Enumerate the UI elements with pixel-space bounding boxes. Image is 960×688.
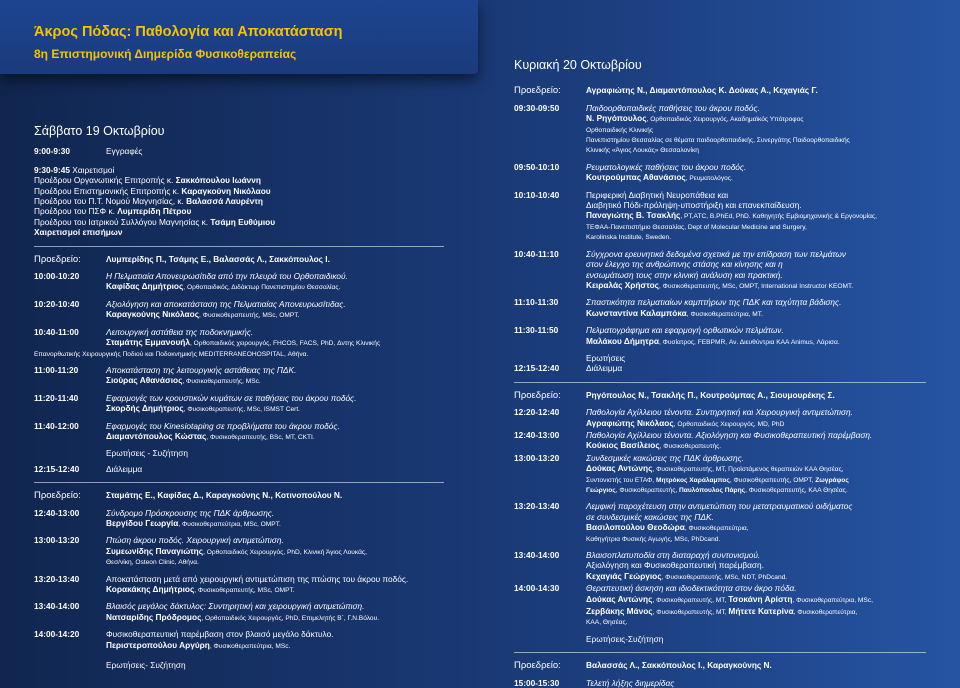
session-chairs: Προεδρείο: Ρηγόπουλος Ν., Τσακλής Π., Κουτρούμπας Α., Σιουμουρέκης Σ. (514, 389, 835, 401)
divider (514, 652, 926, 653)
program-row: 12:20-12:40 Παθολογία Αχίλλειου τένοντα. Συντηρητική και Χειρουργική αντιμετώπιση. Αγραφιώτης Νικόλαος, Ορθοπαιδικός Χειρουργός, MD, PhD (514, 407, 853, 428)
program-row: 9:00-9:30 Εγγραφές (34, 146, 143, 157)
program-row: 10:10-10:40 Περιφερική Διαβητική Νευροπάθεια και Διαβητικό Πόδι-πρόληψη-υποστήριξη και επανεκπαίδευση. Παναγιώτης Β. Τσακλής, PT,ATC, B.PhEd, PhD. Καθηγητής Εμβιομηχανικής & Εργονομίας, ΤΕΦΑΑ-Πανεπιστήμιο Θεσσαλίας, Dept of Molecular Medicine and Surgery, Karolinska Institute, Sweden. (514, 189, 877, 242)
program-row: 11:40-12:00 Εφαρμογές του Kinesiotaping σε προβλήματα του άκρου ποδός. Διαμαντόπουλος Κώστας, Φυσικοθεραπευτής, BSc, MT, CKTI. (34, 420, 340, 441)
program-row: 11:20-11:40 Εφαρμογές των κρουστικών κυμάτων σε παθήσεις του άκρου ποδός. Σκορδής Δημήτριος, Φυσικοθεραπευτής, MSc, ISMST Cert. (34, 392, 357, 414)
program-row: Ερωτήσεις (586, 352, 626, 363)
title-banner (0, 0, 478, 74)
program-row: 13:20-13:40 Λεμφική παροχέτευση στην αντιμετώπιση του μετατραυματικού οιδήματος σε συνδεσμικές κακώσεις της ΠΔΚ. Βασιλοπούλου Θεοδώρα, Φυσικοθεραπεύτρια, Καθηγήτρια Φυσικής Αγωγής, MSc, PhDcand. (514, 501, 853, 543)
program-row: 11:10-11:30 Σπαστικότητα πελματιαίων καμπτήρων της ΠΔΚ και ταχύτητα βάδισης. Κωνσταντίνα Καλαμπόκα, Φυσικοθεραπεύτρια, MT. (514, 297, 842, 318)
greeting-line: Προέδρου Οργανωτικής Επιτροπής κ. Σακκόπουλου Ιωάννη (34, 175, 261, 186)
session-chairs: Προεδρείο: Βαλασσάς Λ., Σακκόπουλος Ι., Καραγκούνης Ν. (514, 660, 772, 672)
greeting-line: Προέδρου του ΠΣΦ κ. Λυμπερίδη Πέτρου (34, 206, 192, 217)
session-chairs: Προεδρείο: Σταμάτης Ε., Καφίδας Δ., Καραγκούνης Ν., Κοτινοπούλου Ν. (34, 490, 343, 502)
welcome-row: 9:30-9:45 Χαιρετισμοί (34, 164, 115, 175)
event-subtitle: 8η Επιστημονική Διημερίδα Φυσικοθεραπείας (34, 47, 297, 61)
day-heading-saturday: Σάββατο 19 Οκτωβρίου (34, 124, 165, 138)
program-row: 13:40-14:00 Βλαισοπλατυποδία στη διαταραχή συντονισμού. Αξιολόγηση και Φυσικοθεραπευτική παρέμβαση. Κεχαγιάς Γεώργιος, Φυσικοθεραπευτής, MSc, NDT, PhDcand. (514, 550, 788, 581)
program-row: 11:00-11:20 Αποκατάσταση της λειτουργικής αστάθειας της ΠΔΚ. Σιούρας Αθανάσιος, Φυσικοθεραπευτής, MSc. (34, 364, 297, 386)
program-row: 10:00-10:20 Η Πελματιαία Απονευρωσίτιδα από την πλευρά του Ορθοπαιδικού. Καφίδας Δημήτριος, Ορθοπαιδικός, Διδάκτωρ Πανεπιστημίου Θεσσαλίας. (34, 271, 348, 292)
program-row: 14:00-14:30 Θεραπευτική άσκηση και ιδιοδεκτικότητα στον άκρο πόδα. Δούκας Αντώνης, Φυσικοθεραπευτής, MT, Τσοκάνη Αρίστη, Φυσικοθεραπεύτρια, MSc, Ζερβάκης Μάνος, Φυσικοθεραπευτής, MT, Μήτετε Κατερίνα, Φυσικοθεραπεύτρια, ΚΑΑ, Θησέας. (514, 583, 873, 627)
program-row: 13:00-13:20 Πτώση άκρου ποδός. Χειρουργική αντιμετώπιση. Συμεωνίδης Παναγιώτης, Ορθοπαιδικός Χειρουργός, PhD, Κλινική Άγιος Λουκάς, Θεσ/νίκη, Osteon Clinic, Αθήνα. (34, 535, 367, 567)
saturday-column: Σάββατο 19 Οκτωβρίου 9:00-9:30 Εγγραφές 9:30-9:45 Χαιρετισμοί Προέδρου Οργανωτικής Επιτροπής κ. Σακκόπουλου Ιωάννη Προέδρου Επιστημονικής Επιτροπής κ. Καραγκούνη Νικόλαου Προέδρου του Π.Τ. Νομού Μαγνησίας, κ. Βαλασσά Λαυρέντη Προέδρου του ΠΣΦ κ. Λυμπερίδη Πέτρου Προέδρου του Ιατρικού Συλλόγου Μαγνησίας κ. Τσάμη Ευθύμιου Χαιρετισμοί επισήμων Προεδρείο: Λυμπερίδης Π., Τσάμης Ε., Βαλασσάς Λ., Σακκόπουλος Ι. 10:00-10:20 Η Πελματιαία Απονευρωσίτιδα από την πλευρά του Ορθοπαιδικού. Καφίδας Δημήτριος, Ορθοπαιδικός, Διδάκτωρ Πανεπιστημίου Θεσσαλίας. 10:20-10:40 Αξιολόγηση και αποκατάσταση της Πελματιαίας Απονευρωσίτιδας. Καραγκούνης Νικόλαος, Φυσικοθεραπευτής, MSc, OMPT. 10:40-11:00 Λειτουργική αστάθεια της ποδοκνημικής. Σταμάτης Εμμανουήλ, Ορθοπαιδικός χειρουργός, FHCOS, FACS, PhD, Δντης Κλινικής Επανορθωτικής Χειρουργικής Ποδιού και Ποδοκνημικής MEDITERRANEOHOSPITAL, Αθήνα. 11:00-11:20 Αποκατάσταση της λειτουργικής αστάθειας της ΠΔΚ. Σιούρας Αθανάσιος, Φυσικοθεραπευτής, MSc. 11:20-11:40 Εφαρμογές των κρουστικών κυμάτων σε παθήσεις του άκρου ποδός. Σκορδής Δημήτριος, Φυσικοθεραπευτής, MSc, ISMST Cert. 11:40-12:00 Εφαρμογές του Kinesiotaping σε προβλήματα του άκρου ποδός. Διαμαντόπουλος Κώστας, Φυσικοθεραπευτής, BSc, MT, CKTI. Ερωτήσεις - Συζήτηση 12:15-12:40 Διάλειμμα Προεδρείο: Σταμάτης Ε., Καφίδας Δ., Καραγκούνης Ν., Κοτινοπούλου Ν. 12:40-13:00 Σύνδρομο Πρόσκρουσης της ΠΔΚ άρθρωσης. Βεργίδου Γεωργία, Φυσικοθεραπεύτρια, MSc, OMPT. 13:00-13:20 Πτώση άκρου ποδός. Χειρουργική αντιμετώπιση. Συμεωνίδης Παναγιώτης, Ορθοπαιδικός Χειρουργός, PhD, Κλινική Άγιος Λουκάς, Θεσ/νίκη, Osteon Clinic, Αθήνα. 13:20-13:40 Αποκατάσταση μετά από χειρουργική αντιμετώπιση της πτώσης του άκρου ποδός. Κορακάκης Δημήτριος, Φυσικοθεραπευτής, MSc, OMPT. 13:40-14:00 Βλαισός μεγάλος δάκτυλος: Συντηρητική και χειρουργική αντιμετώπιση. Νατσαρίδης Πρόδρομος, Ορθοπαιδικός Χειρουργός, PhD, Επιμελητής Β΄, Γ.Ν.Βόλου. 14:00-14:20 Φυσικοθεραπευτική παρέμβαση στον βλαισό μεγάλο δάκτυλο. Περιστεροπούλου Αργύρη, Φυσικοθεραπεύτρια, MSc. Ερωτήσεις- Συζήτηση (34, 126, 444, 670)
program-row: 12:15-12:40 Διάλειμμα (514, 363, 623, 374)
greeting-line: Προέδρου Επιστημονικής Επιτροπής κ. Καραγκούνη Νικόλαου (34, 185, 271, 196)
program-row: 12:40-13:00 Σύνδρομο Πρόσκρουσης της ΠΔΚ άρθρωσης. Βεργίδου Γεωργία, Φυσικοθεραπεύτρια, MSc, OMPT. (34, 507, 281, 528)
program-row: 09:50-10:10 Ρευματολογικές παθήσεις του άκρου ποδός. Κουτρούμπας Αθανάσιος, Ρευματολόγος. (514, 161, 747, 183)
greeting-line: Χαιρετισμοί επισήμων (34, 227, 123, 238)
program-row: 09:30-09:50 Παιδοορθοπαιδικές παθήσεις του άκρου ποδός. Ν. Ρηγόπουλος, Ορθοπαιδικός Χειρουργός, Ακαδημαϊκός Υπότροφος Ορθοπαιδικής Κλινικής Πανεπιστημίου Θεσσαλίας σε θέματα παιδοορθοπαιδικής, Συνεργάτης Παιδοορθοπαιδικής Κλινικής «Άγιος Λουκάς» Θεσσαλονίκη (514, 102, 850, 155)
program-row: 10:40-11:10 Σύγχρονα ερευνητικά δεδομένα σχετικά με την επίδραση των πελμάτων στον έλεγχο της ανθρώπινης στάσης και κίνησης και η ενσωμάτωση τους στην κλινική ανάλυση και πρακτική. Κειραλάς Χρήστος, Φυσικοθεραπευτής, MSc, OMPT, International Instructor KEOMT. (514, 248, 854, 290)
divider (34, 482, 444, 483)
program-row: Ερωτήσεις - Συζήτηση (106, 448, 188, 459)
program-row: 13:40-14:00 Βλαισός μεγάλος δάκτυλος: Συντηρητική και χειρουργική αντιμετώπιση. Νατσαρίδης Πρόδρομος, Ορθοπαιδικός Χειρουργός, PhD, Επιμελητής Β΄, Γ.Ν.Βόλου. (34, 601, 380, 622)
program-row: 12:15-12:40 Διάλειμμα (34, 463, 143, 474)
sunday-column (514, 60, 926, 688)
event-title: Άκρος Πόδας: Παθολογία και Αποκατάσταση (34, 24, 343, 40)
program-row: Ερωτήσεις-Συζήτηση (586, 633, 664, 644)
program-row: 12:40-13:00 Παθολογία Αχίλλειου τένοντα. Αξιολόγηση και Φυσικοθεραπευτική παρέμβαση. Κούκιος Βασίλειος, Φυσικοθεραπευτής. (514, 429, 873, 451)
greeting-line: Προέδρου του Π.Τ. Νομού Μαγνησίας, κ. Βαλασσά Λαυρέντη (34, 196, 263, 207)
program-row: 13:20-13:40 Αποκατάσταση μετά από χειρουργική αντιμετώπιση της πτώσης του άκρου ποδός. Κορακάκης Δημήτριος, Φυσικοθεραπευτής, MSc, OMPT. (34, 573, 409, 594)
session-chairs: Προεδρείο: Λυμπερίδης Π., Τσάμης Ε., Βαλασσάς Λ., Σακκόπουλος Ι. (34, 253, 330, 265)
divider (514, 382, 926, 383)
program-row: Ερωτήσεις- Συζήτηση (106, 660, 186, 671)
program-row: 15:00-15:30 Τελετή λήξης διημερίδας (514, 677, 675, 688)
program-row: 11:30-11:50 Πελματογράφημα και εφαρμογή ορθωτικών πελμάτων. Μαλάκου Δήμητρα, Φυσίατρος, FEBPMR, Αν. Διευθύντρια ΚΑΑ Animus, Λάρισα. (514, 325, 840, 346)
divider (34, 246, 444, 247)
program-row: 13:00-13:20 Συνδεσμικές κακώσεις της ΠΔΚ άρθρωσης. Δούκας Αντώνης, Φυσικοθεραπευτής, MT, Προϊστάμενος θεραπειών ΚΑΑ Θησέας, Συντονιστής του ΕΤΑΦ, Μητρόκος Χαράλαμπος, Φυσικοθεραπευτής, OMPT, Ζωγράφος Γεώργιος, Φυσικοθεραπευτής, Παυλόπουλος Πάρης, Φυσικοθεραπευτής, ΚΑΑ Θησέας. (514, 452, 849, 494)
day-heading-sunday: Κυριακή 20 Οκτωβρίου (514, 58, 642, 72)
program-row: 10:20-10:40 Αξιολόγηση και αποκατάσταση της Πελματιαίας Απονευρωσίτιδας. Καραγκούνης Νικόλαος, Φυσικοθεραπευτής, MSc, OMPT. (34, 298, 346, 320)
program-row: 14:00-14:20 Φυσικοθεραπευτική παρέμβαση στον βλαισό μεγάλο δάκτυλο. Περιστεροπούλου Αργύρη, Φυσικοθεραπεύτρια, MSc. (34, 629, 334, 650)
session-chairs: Προεδρείο: Αγραφιώτης Ν., Διαμαντόπουλος Κ. Δούκας Α., Κεχαγιάς Γ. (514, 85, 818, 97)
program-row: 10:40-11:00 Λειτουργική αστάθεια της ποδοκνημικής. Σταμάτης Εμμανουήλ, Ορθοπαιδικός χειρουργός, FHCOS, FACS, PhD, Δντης Κλινικής (34, 326, 381, 348)
greeting-line: Προέδρου του Ιατρικού Συλλόγου Μαγνησίας κ. Τσάμη Ευθύμιου (34, 216, 276, 227)
